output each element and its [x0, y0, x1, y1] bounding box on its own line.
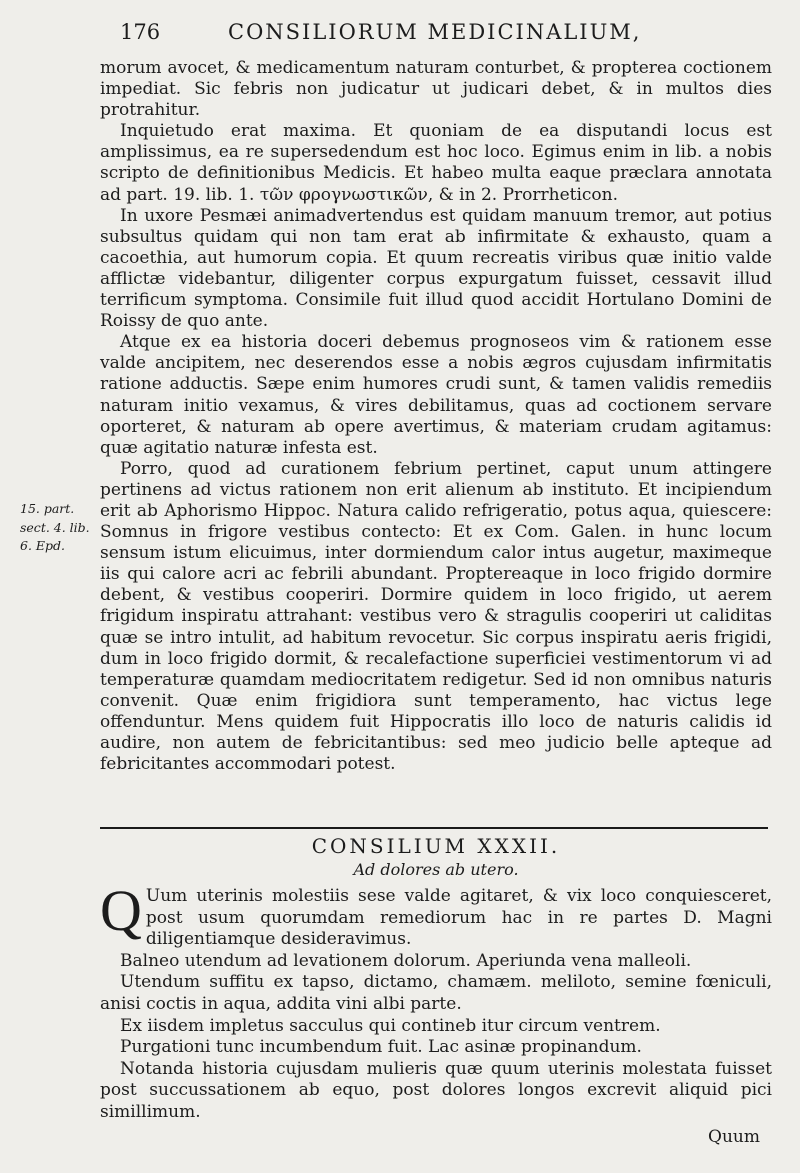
first-paragraph-text: Uum uterinis molestiis sese valde agitaret, & vix loco conquiesceret, post usum quorumdam remediorum hac in re partes D. Magni diligentiamque desideravimus. — [145, 886, 772, 950]
body-paragraph: In uxore Pesmæi animadvertendus est quidam manuum tremor, aut potius subsultus quidam qui non tam erat ab infirmitate & exhausto, quam a cacoethia, aut humorum copia. Et quum recreatis viribus quæ initio valde afflictæ videbantur, diligenter corpus expurgatum fuisset, cessavit illud terrificum symptoma. Consimile fuit illud quod accidit Hortulano Domini de Roissy de quo ante. — [100, 205, 772, 332]
margin-note-line: 6. Epd. — [20, 538, 66, 553]
page-header — [120, 20, 770, 54]
consilium-paragraph: Ex iisdem impletus sacculus qui contineb itur circum ventrem. — [120, 1015, 661, 1036]
body-paragraph: Atque ex ea historia doceri debemus prognoseos vim & rationem esse valde ancipitem, nec deserendos esse a nobis ægros cujusdam infirmitatis ratione adductis. Sæpe enim humores crudi sunt, & tamen validis remediis naturam initio vexamus, & vires debilitamus, quas ad coctionem servare oporteret, & naturam ab opere avertimus, & materiam crudam agitamus: quæ agitatio naturæ infesta est. — [100, 332, 772, 458]
body-paragraph: Inquietudo erat maxima. Et quoniam de ea disputandi locus est amplissimus, ea re supersedendum est hoc loco. Egimus enim in lib. a nobis scripto de definitionibus Medicis. Et habeo multa eaque præclara annotata ad part. 19. lib. 1. τῶν φρογνωστικῶν, & in 2. Prorrheticon. — [100, 121, 772, 205]
page-number: 176 — [120, 20, 161, 44]
margin-note-line: sect. 4. lib. — [20, 519, 90, 535]
section-rule — [100, 827, 768, 829]
consilium-first-paragraph — [100, 878, 772, 951]
consilium-paragraph: Utendum suffitu ex tapso, dictamo, chamæm. meliloto, semine fœniculi, anisi coctis in aqua, addita vini albi parte. — [100, 972, 772, 1014]
catchword: Quum — [708, 1127, 760, 1147]
body-paragraph: morum avocet, & medicamentum naturam conturbet, & propterea coctionem impediat. Sic febris non judicatur ut judicari debet, & in multos dies protrahitur. — [100, 58, 772, 121]
running-head: CONSILIORUM MEDICINALIUM, — [228, 20, 642, 44]
body-text — [100, 58, 772, 775]
consilium-text — [100, 878, 772, 1124]
consilium-title: CONSILIUM XXXII. — [311, 834, 561, 858]
margin-note — [20, 500, 92, 556]
margin-note-line: 15. part. — [20, 501, 75, 516]
drop-cap: Q — [100, 878, 142, 943]
consilium-paragraph: Purgationi tunc incumbendum fuit. Lac asinæ propinandum. — [120, 1037, 642, 1058]
consilium-subtitle: Ad dolores ab utero. — [353, 860, 519, 879]
body-paragraph: Porro, quod ad curationem febrium pertinet, caput unum attingere pertinens ad victus rationem non erit alienum ab instituto. Et incipiendum erit ab Aphorismo Hippoc. Natura calido refrigeratio, potus aqua, quiescere: Somnus in frigore vestibus contecto: Et ex Com. Galen. in hunc locum sensum istum elicuimus, inter dormiendum calor intus augetur, maximeque iis qui calore acri ac febrili abundant. Proptereaque in loco frigido dormire debent, & vestibus cooperiri. Dormire quidem in loco frigido, ut aerem frigidum inspiratu attrahant: vestibus vero & stragulis cooperiri ut caliditas quæ se intro intulit, ad habitum revocetur. Sic corpus inspiratu aeris frigidi, dum in loco frigido dormit, & recalefactione superficiei vestimentorum vi ad temperaturæ quamdam mediocritatem redigetur. Sed id non omnibus naturis convenit. Quæ enim frigidiora sunt temperamento, hac victus lege offenduntur. Mens quidem fuit Hippocratis illo loco de naturis calidis id audire, non autem de febricitantibus: sed meo judicio belle apteque ad febricitantes accommodari potest. — [100, 458, 772, 775]
consilium-paragraph: Notanda historia cujusdam mulieris quæ quum uterinis molestata fuisset post succussationem ab equo, post dolores longos excrevit aliquid pici simillimum. — [100, 1058, 772, 1122]
consilium-paragraph: Balneo utendum ad levationem dolorum. Aperiunda vena malleoli. — [120, 950, 692, 971]
